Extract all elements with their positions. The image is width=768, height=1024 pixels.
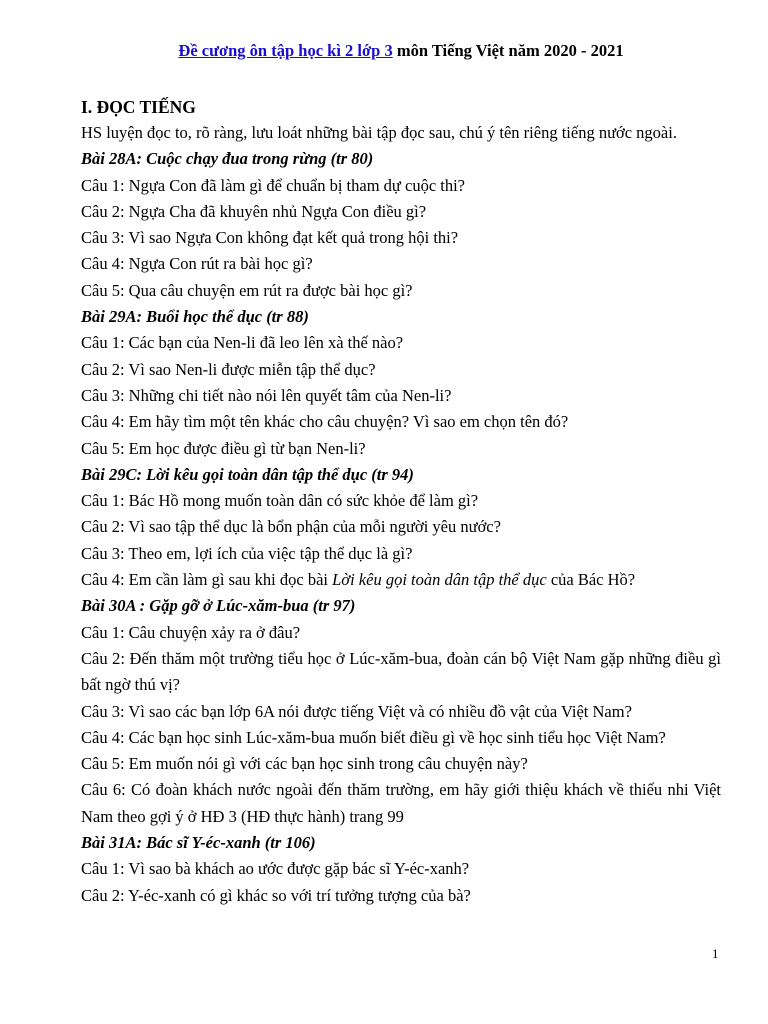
question: Câu 1: Bác Hồ mong muốn toàn dân có sức khỏe để làm gì? bbox=[81, 491, 479, 511]
title-link[interactable]: Đề cương ôn tập học kì 2 lớp 3 bbox=[178, 41, 393, 60]
lesson-title: Bài 28A: Cuộc chạy đua trong rừng (tr 80) bbox=[81, 149, 374, 169]
question: Câu 2: Vì sao tập thể dục là bổn phận của mỗi người yêu nước? bbox=[81, 517, 501, 537]
question: Câu 1: Câu chuyện xảy ra ở đâu? bbox=[81, 622, 301, 642]
question: Câu 6: Có đoàn khách nước ngoài đến thăm trường, em hãy giới thiệu khách về thiếu nhi Việt Nam theo gợi ý ở HĐ 3 (HĐ thực hành) trang 99 bbox=[81, 780, 721, 826]
question: Câu 5: Em học được điều gì từ bạn Nen-li? bbox=[81, 438, 366, 458]
question: Câu 2: Ngựa Cha đã khuyên nhủ Ngựa Con điều gì? bbox=[81, 201, 427, 221]
lesson-title: Bài 29C: Lời kêu gọi toàn dân tập thể dục (tr 94) bbox=[81, 464, 414, 484]
question: Câu 1: Ngựa Con đã làm gì để chuẩn bị tham dự cuộc thi? bbox=[81, 175, 466, 195]
question: Câu 1: Các bạn của Nen-li đã leo lên xà thế nào? bbox=[81, 333, 404, 353]
question-text: của Bác Hồ? bbox=[546, 570, 636, 590]
page-number: 1 bbox=[712, 946, 719, 961]
lesson-title: Bài 31A: Bác sĩ Y-éc-xanh (tr 106) bbox=[81, 833, 316, 853]
question-italic-text: Lời kêu gọi toàn dân tập thể dục bbox=[332, 570, 547, 590]
question: Câu 1: Vì sao bà khách ao ước được gặp bác sĩ Y-éc-xanh? bbox=[81, 859, 470, 879]
document-page bbox=[81, 40, 721, 909]
question bbox=[81, 567, 721, 593]
question: Câu 3: Vì sao Ngựa Con không đạt kết quả trong hội thi? bbox=[81, 228, 459, 248]
question: Câu 3: Vì sao các bạn lớp 6A nói được tiếng Việt và có nhiều đồ vật của Việt Nam? bbox=[81, 701, 632, 721]
document-title bbox=[81, 40, 721, 62]
question: Câu 2: Đến thăm một trường tiểu học ở Lúc-xăm-bua, đoàn cán bộ Việt Nam gặp những điều gì bất ngờ thú vị? bbox=[81, 648, 721, 695]
question: Câu 4: Ngựa Con rút ra bài học gì? bbox=[81, 254, 313, 274]
question: Câu 3: Theo em, lợi ích của việc tập thể dục là gì? bbox=[81, 543, 413, 563]
lesson-title: Bài 29A: Buổi học thể dục (tr 88) bbox=[81, 307, 309, 327]
question: Câu 3: Những chi tiết nào nói lên quyết tâm của Nen-li? bbox=[81, 385, 452, 405]
question: Câu 4: Em hãy tìm một tên khác cho câu chuyện? Vì sao em chọn tên đó? bbox=[81, 412, 569, 432]
question: Câu 2: Vì sao Nen-li được miễn tập thể dục? bbox=[81, 359, 376, 379]
section-intro: HS luyện đọc to, rõ ràng, lưu loát những bài tập đọc sau, chú ý tên riêng tiếng nước ngoài. bbox=[81, 123, 677, 142]
title-rest: môn Tiếng Việt năm 2020 - 2021 bbox=[392, 41, 624, 60]
section-heading: I. ĐỌC TIẾNG bbox=[81, 97, 196, 117]
question: Câu 5: Qua câu chuyện em rút ra được bài học gì? bbox=[81, 280, 413, 300]
question: Câu 5: Em muốn nói gì với các bạn học sinh trong câu chuyện này? bbox=[81, 754, 528, 774]
question: Câu 4: Các bạn học sinh Lúc-xăm-bua muốn biết điều gì về học sinh tiểu học Việt Nam? bbox=[81, 727, 666, 747]
lesson-title: Bài 30A : Gặp gỡ ở Lúc-xăm-bua (tr 97) bbox=[81, 596, 356, 616]
question-text: Câu 4: Em cần làm gì sau khi đọc bài bbox=[81, 570, 333, 590]
question: Câu 2: Y-éc-xanh có gì khác so với trí tưởng tượng của bà? bbox=[81, 885, 471, 905]
